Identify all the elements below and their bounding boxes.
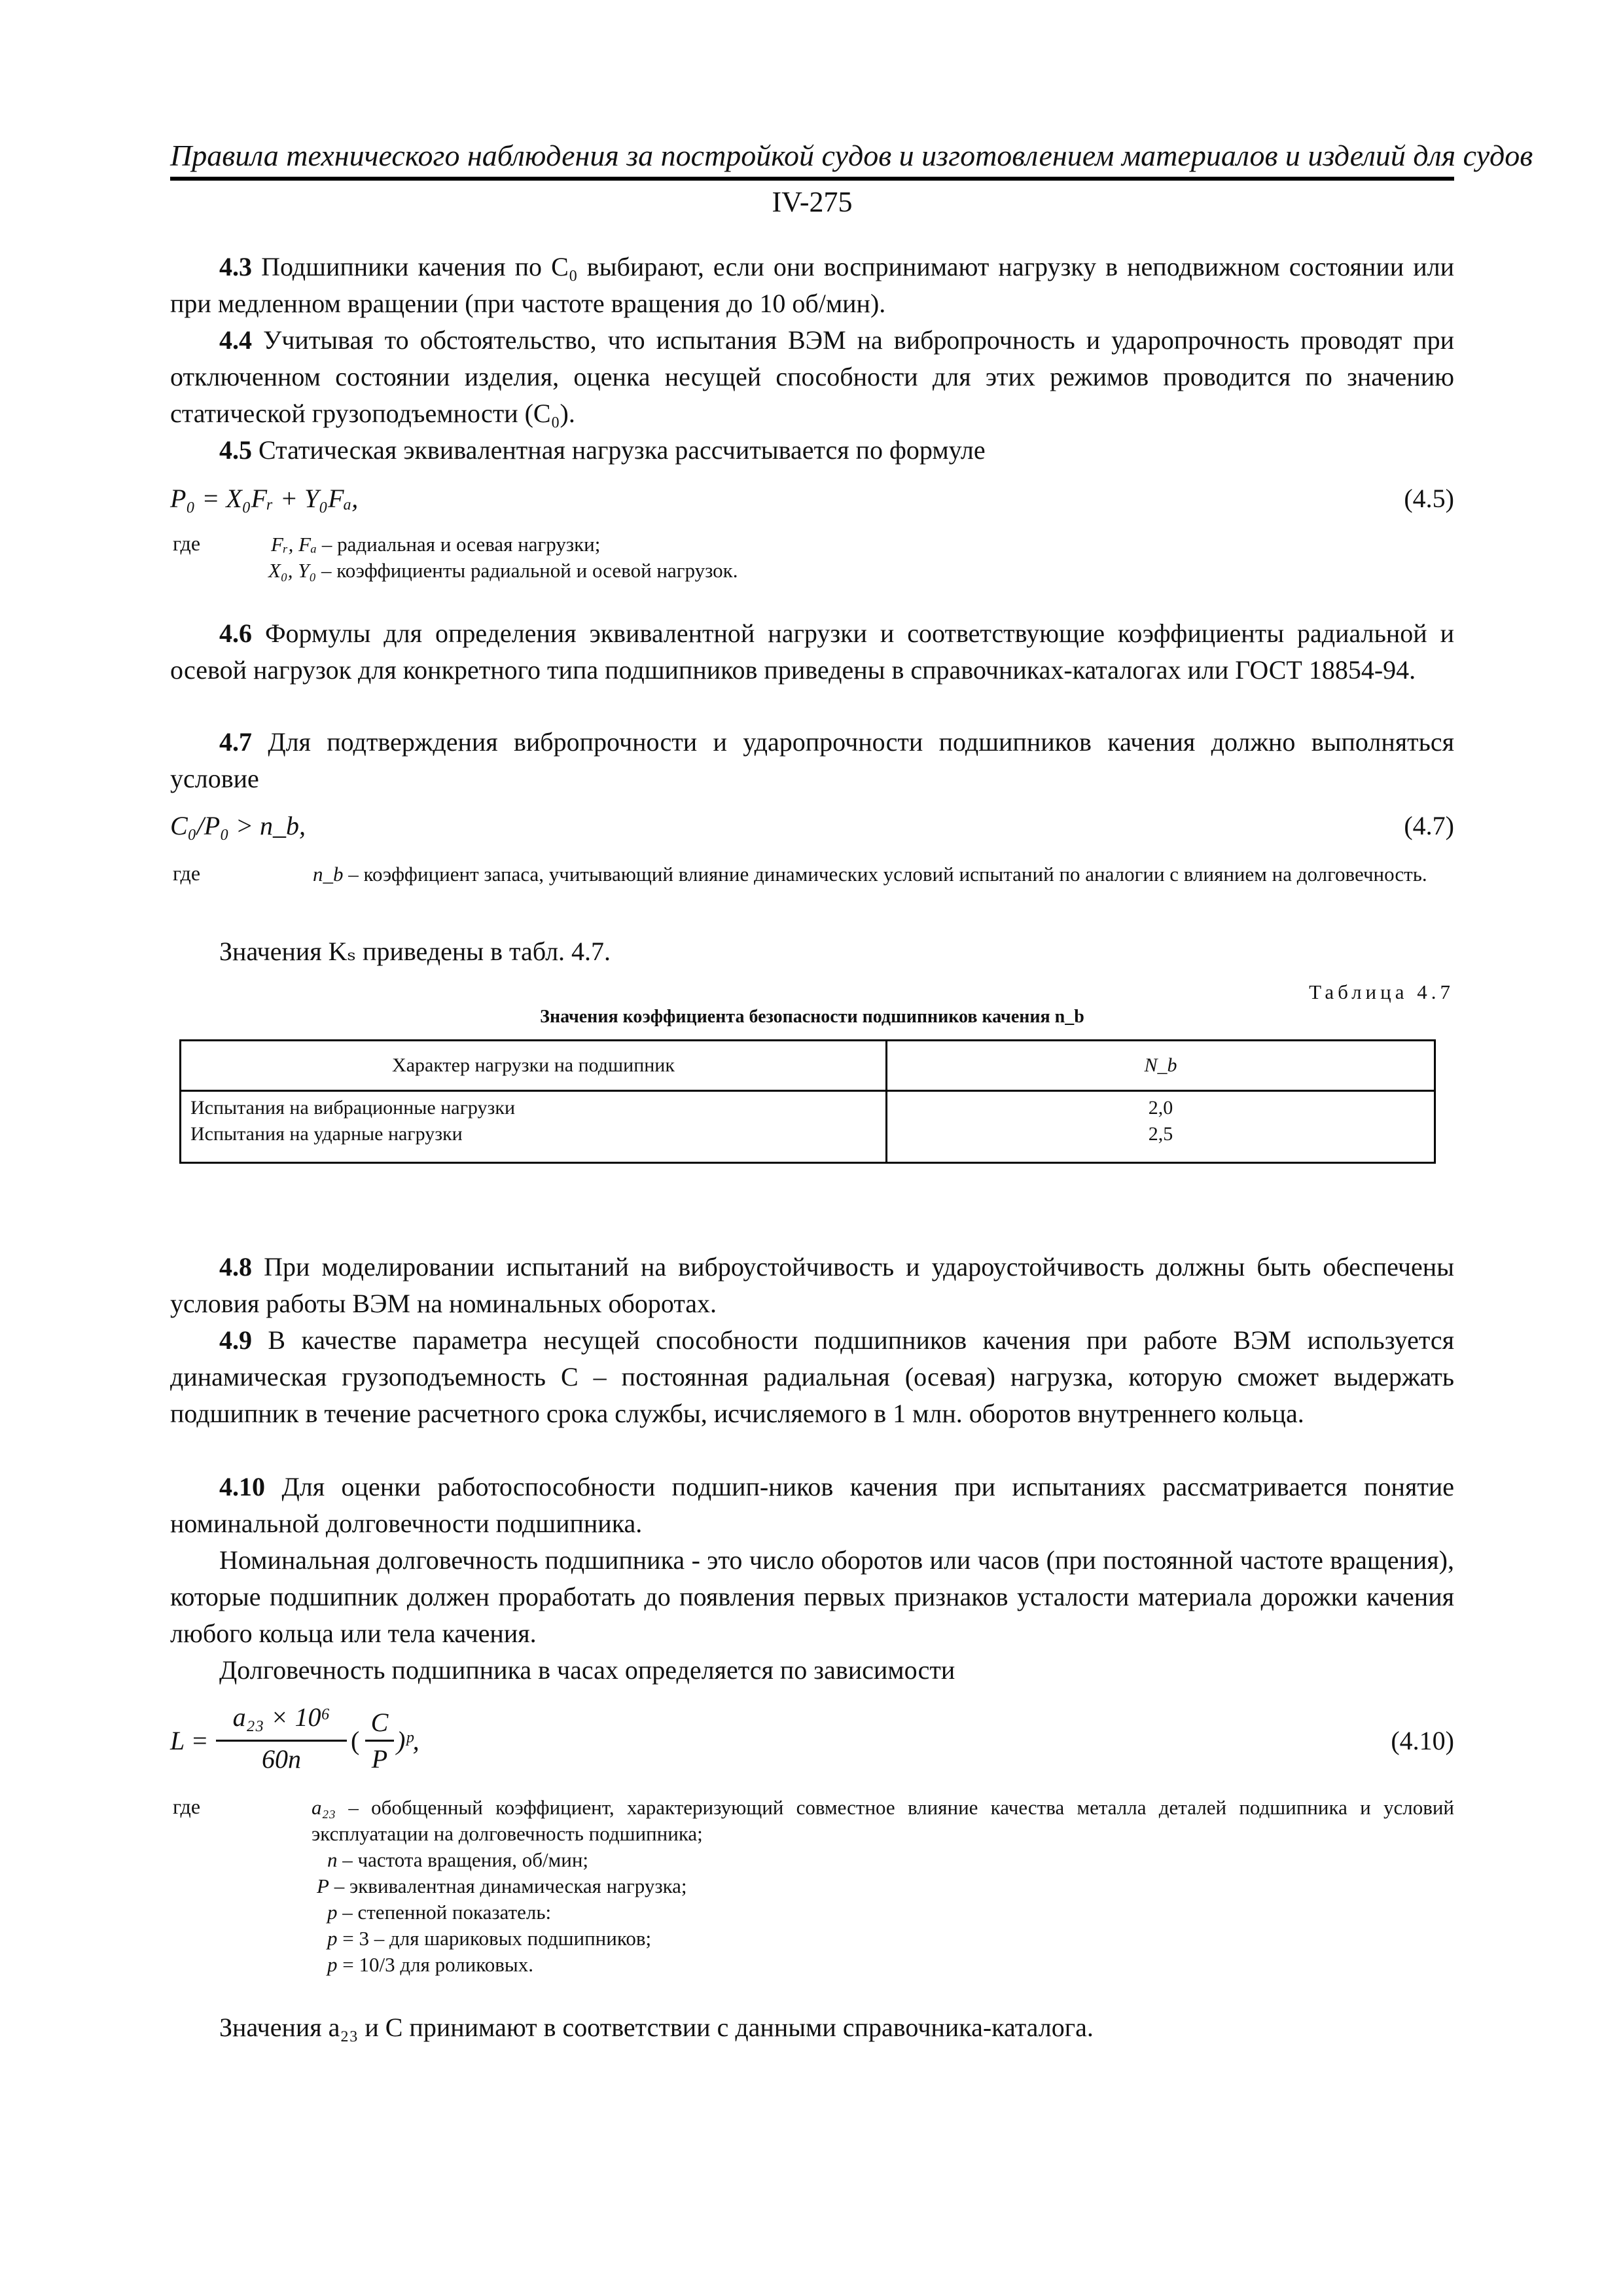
section-4-10 xyxy=(170,1469,1454,1542)
legend-symbol: p xyxy=(327,1927,338,1950)
legend-4-5-item xyxy=(268,558,738,584)
section-4-5 xyxy=(170,432,1454,469)
section-number: 4.10 xyxy=(219,1472,265,1501)
nominal-durability-paragraph xyxy=(170,1542,1454,1652)
page-number: IV-275 xyxy=(772,186,853,218)
section-text: При моделировании испытаний на виброустойчивость и удароустойчивость должны быть обеспечены условия работы ВЭМ на номинальных оборотах. xyxy=(170,1252,1454,1318)
table-label: Таблица 4.7 xyxy=(1309,980,1454,1003)
legend-text: – обобщенный коэффициент, характеризующий совместное влияние качества металла деталей подшипника и условий эксплуатации на долговечность подшипника; xyxy=(312,1796,1455,1845)
legend-symbol: n_b xyxy=(313,863,344,886)
legend-4-10-item xyxy=(327,1952,533,1978)
fraction-denominator: 60n xyxy=(262,1744,301,1774)
paren-open: ( xyxy=(351,1726,360,1755)
legend-symbol: P xyxy=(317,1874,329,1897)
section-text: Для оценки работоспособности подшип-ников качения при испытаниях рассматривается понятие номинальной долговечности подшипника. xyxy=(170,1472,1455,1538)
paragraph-text: Номинальная долговечность подшипника - это число оборотов или часов (при постоянной частоте вращения), которые подшипник должен проработать до появления первых признаков усталости материала дорожки качения любого кольца или тела качения. xyxy=(170,1545,1454,1648)
note-text: Значения Kₛ приведены в табл. 4.7. xyxy=(219,937,611,966)
section-text: В качестве параметра несущей способности подшипников качения при работе ВЭМ используется динамическая грузоподъемность C – постоянная радиальная (осевая) нагрузка, которую сможет выдержать подшипник в течение расчетного срока службы, исчисляемого в 1 млн. оборотов внутреннего кольца. xyxy=(170,1325,1454,1428)
ratio-denominator: P xyxy=(371,1744,388,1774)
section-4-7 xyxy=(170,724,1454,797)
section-text: Подшипники качения по С₀ выбирают, если они воспринимают нагрузку в неподвижном состоянии или при медленном вращении (при частоте вращения до 10 об/мин). xyxy=(170,252,1454,318)
legend-4-10-item xyxy=(312,1795,1454,1847)
section-number: 4.7 xyxy=(219,727,252,757)
formula-tail: )ᵖ, xyxy=(397,1726,419,1755)
legend-symbol: n xyxy=(327,1848,338,1871)
legend-text: – частота вращения, об/мин; xyxy=(342,1848,589,1871)
section-number: 4.4 xyxy=(219,325,252,355)
formula-4-7 xyxy=(170,806,1454,846)
section-text: Для подтверждения вибропрочности и ударопрочности подшипников качения должно выполняться условие xyxy=(170,727,1455,793)
table-title: Значения коэффициента безопасности подшипников качения n_b xyxy=(540,1007,1084,1027)
legend-text: – степенной показатель: xyxy=(342,1901,552,1924)
section-text: Формулы для определения эквивалентной нагрузки и соответствующие коэффициенты радиальной и осевой нагрузок для конкретного типа подшипников приведены в справочниках-каталогах или ГОСТ 18854-94. xyxy=(170,619,1455,685)
where-label: где xyxy=(173,1795,201,1818)
legend-symbol: Fᵣ, Fₐ xyxy=(271,533,317,556)
section-4-3 xyxy=(170,249,1454,322)
where-label: где xyxy=(173,861,201,885)
formula-4-5 xyxy=(170,479,1454,518)
table-cell: Испытания на ударные нагрузки xyxy=(190,1123,463,1145)
legend-symbol: p xyxy=(327,1901,338,1924)
section-4-4 xyxy=(170,322,1454,432)
paragraph-text: Долговечность подшипника в часах определяется по зависимости xyxy=(219,1655,955,1685)
formula-number: (4.7) xyxy=(1404,811,1454,840)
durability-intro xyxy=(170,1652,1454,1689)
section-number: 4.5 xyxy=(219,435,252,465)
section-number: 4.3 xyxy=(219,252,252,281)
table-cell: Испытания на вибрационные нагрузки xyxy=(190,1097,516,1119)
section-text: Статическая эквивалентная нагрузка рассчитывается по формуле xyxy=(259,435,986,465)
legend-symbol: a₂₃ xyxy=(312,1796,336,1819)
header-divider xyxy=(170,177,1454,181)
legend-text: – радиальная и осевая нагрузки; xyxy=(321,533,601,556)
where-label: где xyxy=(173,531,201,555)
table-header-cell: N_b xyxy=(1144,1054,1177,1076)
formula-expression: C₀/P₀ > n_b, xyxy=(170,811,306,840)
section-4-8 xyxy=(170,1249,1454,1322)
legend-text: – коэффициенты радиальной и осевой нагрузок. xyxy=(321,559,738,582)
ks-note xyxy=(170,933,1454,970)
formula-lhs: L = xyxy=(170,1726,209,1755)
legend-4-10-item xyxy=(327,1926,651,1952)
formula-number: (4.5) xyxy=(1404,484,1454,513)
final-note xyxy=(170,2009,1454,2046)
section-text: Учитывая то обстоятельство, что испытания ВЭМ на вибропрочность и ударопрочность проводят при отключенном состоянии изделия, оценка несущей способности для этих режимов проводится по значению статической грузоподъемности (С₀). xyxy=(170,325,1454,428)
table-header-cell: Характер нагрузки на подшипник xyxy=(392,1054,675,1076)
table-cell: 2,5 xyxy=(1148,1123,1173,1145)
running-header: Правила технического наблюдения за постройкой судов и изготовлением материалов и изделий для судов xyxy=(170,139,1533,172)
legend-4-10-item xyxy=(327,1847,588,1873)
formula-4-10 xyxy=(170,1702,1454,1787)
legend-text: – коэффициент запаса, учитывающий влияние динамических условий испытаний по аналогии с влиянием на долговечность. xyxy=(348,863,1427,886)
legend-symbol: X₀, Y₀ xyxy=(268,559,317,582)
note-text: Значения a₂₃ и C принимают в соответствии с данными справочника-каталога. xyxy=(219,2013,1094,2042)
section-number: 4.9 xyxy=(219,1325,252,1355)
legend-text: = 10/3 для роликовых. xyxy=(342,1953,533,1976)
legend-text: – эквивалентная динамическая нагрузка; xyxy=(334,1874,687,1897)
section-4-6 xyxy=(170,615,1454,689)
legend-4-7-item xyxy=(313,861,1454,888)
section-number: 4.6 xyxy=(219,619,252,648)
ratio-numerator: C xyxy=(370,1708,389,1737)
legend-4-10-item xyxy=(327,1899,551,1926)
legend-4-10-item xyxy=(317,1873,687,1899)
fraction-numerator: a₂₃ × 10⁶ xyxy=(232,1702,330,1732)
legend-symbol: p xyxy=(327,1953,338,1976)
legend-text: = 3 – для шариковых подшипников; xyxy=(342,1927,652,1950)
formula-expression: P₀ = X₀Fᵣ + Y₀Fₐ, xyxy=(170,484,359,513)
coefficient-table xyxy=(179,1039,1436,1164)
section-4-9 xyxy=(170,1322,1454,1432)
formula-number: (4.10) xyxy=(1391,1726,1454,1755)
table-cell: 2,0 xyxy=(1148,1097,1173,1119)
section-number: 4.8 xyxy=(219,1252,252,1282)
legend-4-5-item xyxy=(271,531,600,558)
